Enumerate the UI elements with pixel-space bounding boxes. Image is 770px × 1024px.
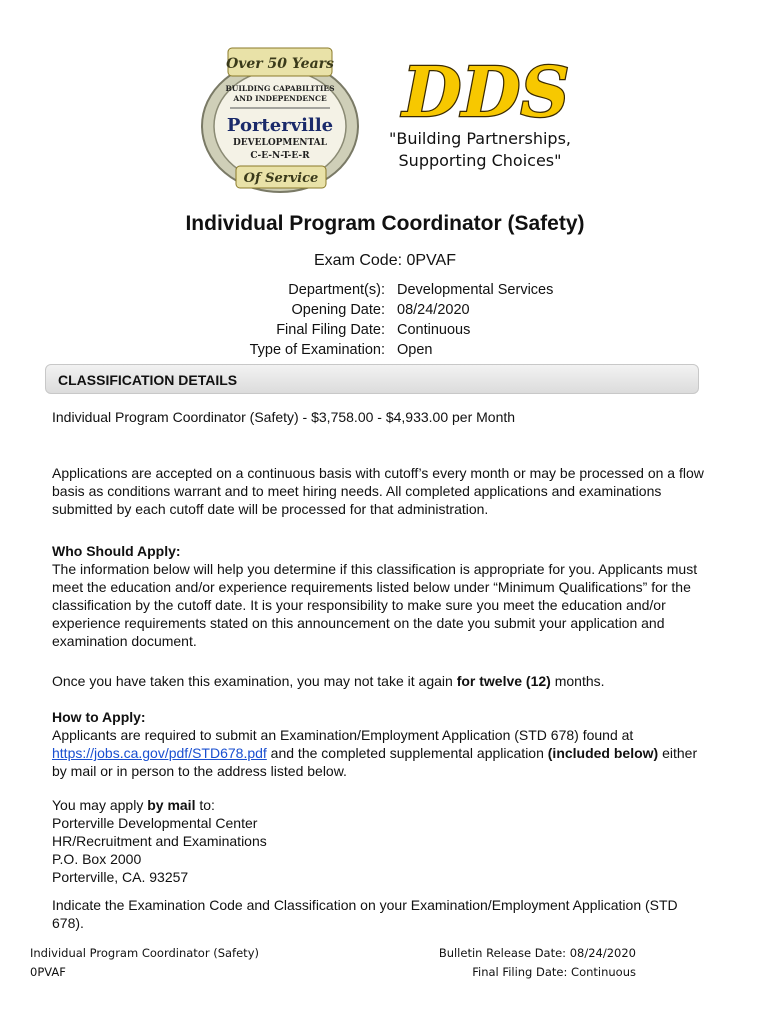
who-text: The information below will help you determine if this classification is appropriate for you. Applicants must meet the education and/or experience requirements listed below under “Minimum Qualifications” for the classification by the cutoff date. It is your responsibility to make sure you meet the education and/or experience requirements stated on this announcement on the date you submit your application and examination document. — [52, 561, 698, 649]
std678-link[interactable]: https://jobs.ca.gov/pdf/STD678.pdf — [52, 745, 267, 761]
retake-bold: for twelve (12) — [456, 673, 551, 689]
address-line: Porterville, CA. 93257 — [52, 869, 189, 885]
info-value: Developmental Services — [397, 282, 554, 298]
footer-right-line2: Final Filing Date: Continuous — [472, 965, 636, 979]
mail-intro — [52, 796, 712, 814]
footer-left — [30, 944, 259, 982]
seal-line2: AND INDEPENDENCE — [233, 94, 327, 103]
info-value: Continuous — [397, 322, 471, 338]
who-should-apply-section — [52, 542, 712, 650]
mail-pre: You may apply — [52, 797, 148, 813]
retake-post: months. — [550, 673, 605, 689]
salary-line: Individual Program Coordinator (Safety) - $3,758.00 - $4,933.00 per Month — [52, 409, 516, 425]
footer-left-line2: 0PVAF — [30, 965, 66, 979]
footer-left-line1: Individual Program Coordinator (Safety) — [30, 946, 259, 960]
how-bold: (included below) — [547, 745, 659, 761]
how-mid: and the completed supplemental application — [266, 745, 548, 761]
seal-top-arc: Over 50 Years — [226, 56, 334, 72]
mail-post: to: — [195, 797, 215, 813]
info-label: Department(s): — [288, 282, 385, 298]
page-title: Individual Program Coordinator (Safety) — [185, 212, 585, 235]
retake-pre: Once you have taken this examination, you may not take it again — [52, 673, 457, 689]
address-line: HR/Recruitment and Examinations — [52, 833, 267, 849]
mail-section — [52, 796, 712, 886]
info-row-exam-type — [0, 342, 770, 362]
how-heading: How to Apply: — [52, 709, 146, 725]
indicate-paragraph: Indicate the Examination Code and Classification on your Examination/Employment Application (STD 678). — [52, 897, 678, 931]
seal-bottom-arc: Of Service — [243, 171, 319, 186]
footer-right — [400, 944, 636, 982]
seal-name: Porterville — [226, 115, 334, 136]
retake-paragraph — [52, 672, 712, 690]
how-pre: Applicants are required to submit an Examination/Employment Application (STD 678) found at — [52, 727, 634, 743]
intro-paragraph: Applications are accepted on a continuous basis with cutoff’s every month or may be processed on a flow basis as conditions warrant and to meet hiring needs. All completed applications and examinations submitted by each cutoff date will be processed for that administration. — [52, 465, 704, 517]
how-post: either by mail or in person to the address listed below. — [52, 745, 698, 779]
exam-code: Exam Code: 0PVAF — [314, 252, 456, 269]
info-label: Opening Date: — [291, 302, 385, 318]
tagline-line1: "Building Partnerships, — [389, 129, 571, 148]
who-heading: Who Should Apply: — [52, 543, 181, 559]
address-line: P.O. Box 2000 — [52, 851, 142, 867]
seal-sub1: DEVELOPMENTAL — [232, 138, 328, 148]
seal-line1: BUILDING CAPABILITIES — [225, 84, 335, 93]
info-label: Type of Examination: — [249, 342, 385, 358]
classification-section-header — [45, 364, 699, 394]
info-value: Open — [397, 342, 433, 358]
info-value: 08/24/2020 — [397, 302, 470, 318]
info-row-department — [0, 282, 770, 302]
info-row-opening-date — [0, 302, 770, 322]
address-line: Porterville Developmental Center — [52, 815, 258, 831]
tagline-line2: Supporting Choices" — [398, 151, 562, 170]
how-text — [52, 726, 712, 780]
dds-logo — [386, 56, 586, 126]
how-to-apply-section — [52, 708, 712, 780]
footer-right-line1: Bulletin Release Date: 08/24/2020 — [438, 946, 636, 960]
mail-bold: by mail — [147, 797, 196, 813]
dds-logo-text: DDS — [402, 56, 570, 126]
classification-heading: CLASSIFICATION DETAILS — [58, 372, 238, 388]
info-label: Final Filing Date: — [276, 322, 385, 338]
info-row-final-filing-date — [0, 322, 770, 342]
seal-sub2: C-E-N-T-E-R — [250, 151, 310, 161]
dds-tagline — [370, 128, 590, 172]
porterville-seal-logo — [200, 44, 360, 194]
